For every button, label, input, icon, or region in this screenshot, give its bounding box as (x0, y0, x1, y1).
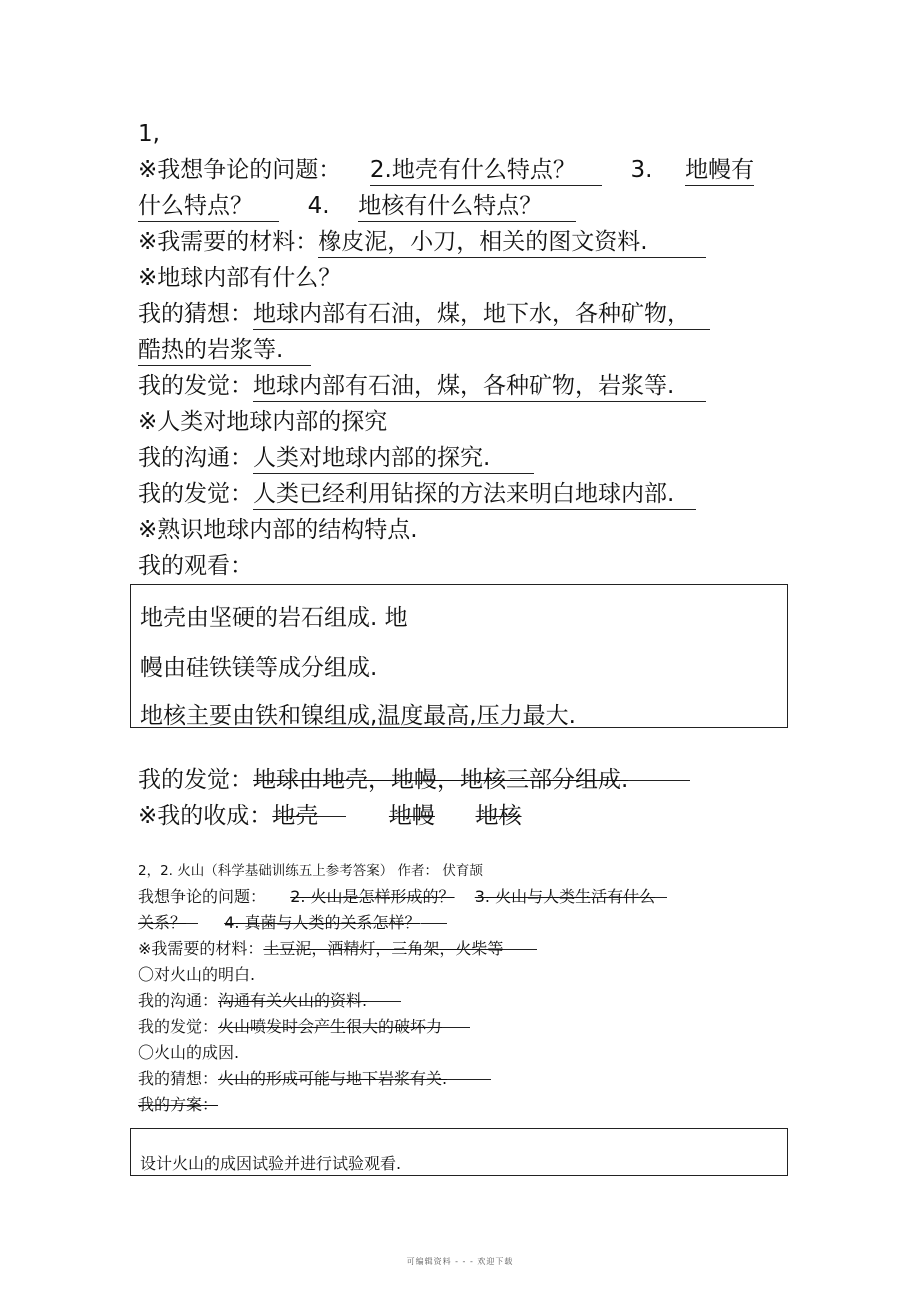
s2-guess-line (138, 1066, 788, 1092)
harvest-item-2: 地幔 (388, 803, 435, 829)
communication-label: 我的沟通： (138, 445, 253, 471)
observation-line-3: 地核主要由铁和镍组成,温度最高,压力最大. (140, 703, 576, 729)
structure-heading: ※熟识地球内部的结构特点. (138, 517, 418, 543)
question-3-part-b: 什么特点？ (138, 191, 279, 222)
s2-finding-value: 火山喷发时会产生很大的破坏力 (218, 1017, 443, 1036)
guess-line-cont (138, 332, 788, 368)
question-3-part-a: 地幔有 (685, 155, 754, 186)
s2-communication-value: 沟通有关火山的资料. (218, 991, 368, 1010)
page-footer: 可编辑资料 - - - 欢迎下载 (406, 1257, 514, 1266)
materials-value: 橡皮泥，小刀，相关的图文资料. (318, 227, 705, 258)
s2-communication-line (138, 988, 788, 1014)
s2-guess-value: 火山的形成可能与地下岩浆有关. (218, 1069, 448, 1088)
s2-question-4: 4. 真菌与人类的关系怎样？ (224, 913, 421, 932)
observation-line-1: 地壳由坚硬的岩石组成. 地 (140, 605, 408, 631)
s2-cause-heading: 〇火山的成因. (138, 1043, 240, 1062)
s2-question-line-1 (138, 884, 788, 910)
s2-materials-value: 土豆泥，酒精灯，三角架，火柴等 (263, 939, 504, 958)
s2-plan-label (138, 1092, 788, 1118)
harvest-label: ※我的收成： (138, 803, 273, 829)
guess-line (138, 296, 788, 332)
section-2 (138, 858, 788, 1118)
finding-3-label: 我的发觉： (138, 767, 253, 793)
finding-1-line (138, 368, 788, 404)
question-4-number: 4. (307, 193, 330, 219)
s2-understand-heading: 〇对火山的明白. (138, 965, 256, 984)
communication-value: 人类对地球内部的探究. (253, 443, 534, 474)
guess-value-b: 酷热的岩浆等. (138, 335, 311, 366)
s2-guess-label: 我的猜想： (138, 1069, 219, 1088)
section-number: 1, (138, 121, 160, 147)
inside-heading: ※地球内部有什么？ (138, 265, 342, 291)
observation-line-2: 幔由硅铁镁等成分组成. (140, 655, 378, 681)
finding-1-label: 我的发觉： (138, 373, 253, 399)
question-4: 地核有什么特点？ (358, 191, 576, 222)
finding-1-value: 地球内部有石油，煤，各种矿物，岩浆等. (253, 371, 706, 402)
harvest-line (138, 798, 788, 834)
question-3-number: 3. (630, 157, 653, 183)
observation-box (130, 584, 788, 728)
question-line-1 (138, 152, 788, 188)
s2-materials-line (138, 936, 788, 962)
s2-communication-label: 我的沟通： (138, 991, 219, 1010)
s2-question-line-2 (138, 910, 788, 936)
s2-finding-label: 我的发觉： (138, 1017, 219, 1036)
guess-label: 我的猜想： (138, 301, 253, 327)
section-2-header: 2，2. 火山（科学基础训练五上参考答案） 作者： 伏育颉 (138, 863, 483, 879)
question-label: ※我想争论的问题： (138, 157, 342, 183)
observe-label: 我的观看： (138, 553, 253, 579)
question-line-2 (138, 188, 788, 224)
finding-2-value: 人类已经利用钻探的方法来明白地球内部. (253, 479, 696, 510)
explore-heading: ※人类对地球内部的探究 (138, 409, 388, 435)
finding-3-line (138, 762, 788, 798)
harvest-item-3: 地核 (475, 803, 522, 829)
s2-plan-label-text: 我的方案： (138, 1095, 219, 1114)
s2-question-label: 我想争论的问题： (138, 887, 267, 906)
communication-line (138, 440, 788, 476)
materials-line (138, 224, 788, 260)
plan-line: 设计火山的成因试验并进行试验观看. (140, 1154, 402, 1173)
section-1 (138, 116, 788, 584)
finding-2-line (138, 476, 788, 512)
harvest-item-1: 地壳 (272, 803, 319, 829)
s2-question-2: 2. 火山是怎样形成的？ (290, 887, 455, 906)
section-1-conclusion (138, 762, 788, 834)
materials-label: ※我需要的材料： (138, 229, 319, 255)
question-2: 2.地壳有什么特点？ (370, 155, 602, 186)
plan-box (130, 1128, 788, 1176)
s2-question-3-part-a: 3. 火山与人类生活有什么 (474, 887, 656, 906)
s2-materials-label: ※我需要的材料： (138, 939, 264, 958)
guess-value-a: 地球内部有石油，煤，地下水，各种矿物， (253, 299, 710, 330)
finding-3-value: 地球由地壳，地幔，地核三部分组成. (253, 767, 629, 793)
finding-2-label: 我的发觉： (138, 481, 253, 507)
s2-question-3-part-b: 关系？ (138, 913, 187, 932)
s2-finding-line (138, 1014, 788, 1040)
